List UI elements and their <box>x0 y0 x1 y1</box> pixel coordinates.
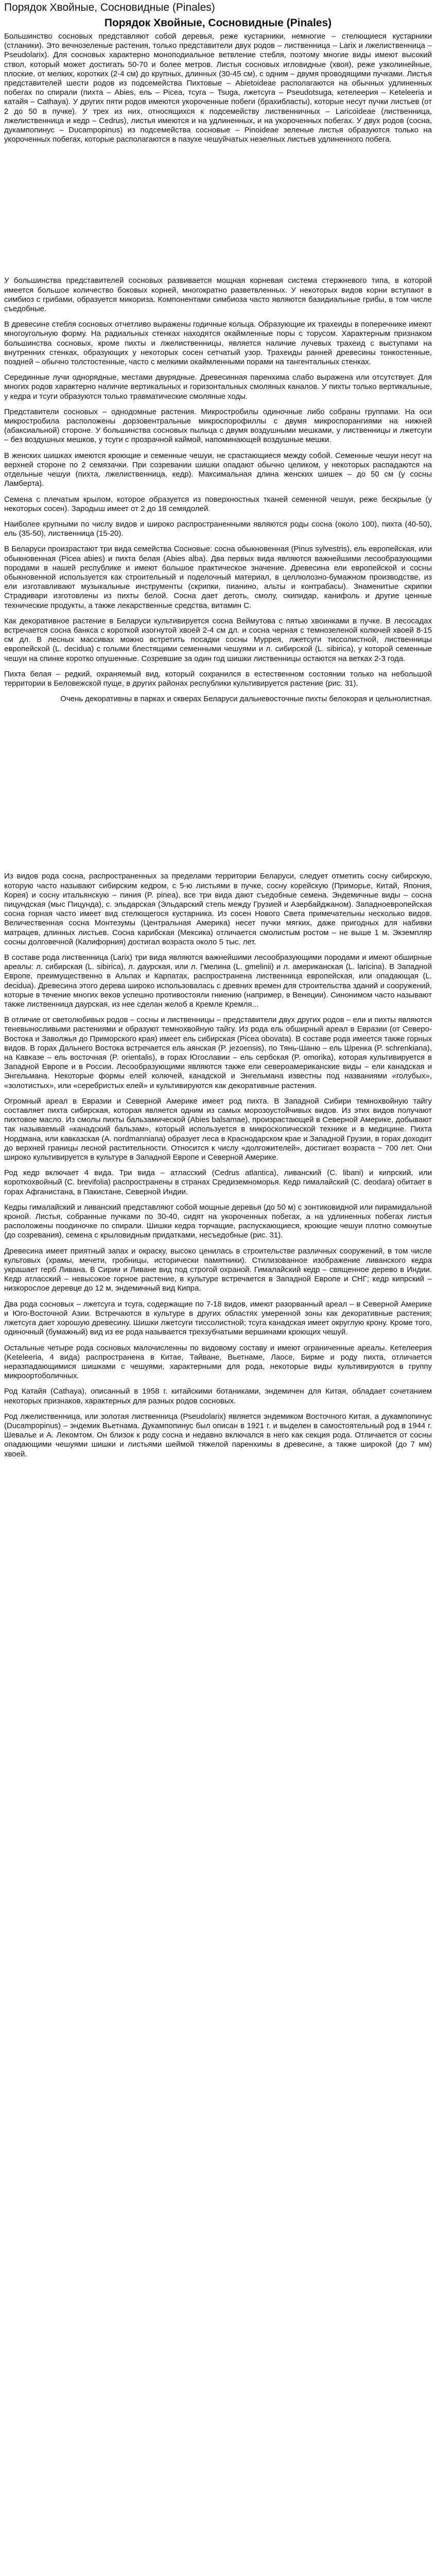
paragraph: В Беларуси произрастают три вида семейства Сосновые: сосна обыкновенная (Pinus sylvestris), ель европейская, или обыкновенная (Picea abies) и пихта белая (Abies alba). Два первых вида являются важнейшими лесообразующими породами в нашей республике и имеют большое практическое значение. Древесина ели европейской и сосны обыкновенной используется как строительный и поделочный материал, в целлюлозно-бумажном производстве, из ели изготавливают музыкальные инструменты (скрипки, пианино, альты и контрабасы). Знаменитые скрипки Страдивари изготовлены из пихты белой. Сосна дает деготь, смолу, скипидар, канифоль и другие ценные технические продукты, а также лекарственные средства, витамин С. <box>4 545 432 610</box>
paragraph: В составе рода лиственница (Larix) три вида являются важнейшими лесообразующими породами и имеют обширные ареалы: л. сибирская (L. sibirica), л. даурская, или л. Гмелина (L. gmelinii) и л. американская (L. laricina). В Западной Европе, преимущественно в Альпах и Карпатах, распространена лиственница европейская, или опадающая (L. decidua). Древесина этого дерева широко использовалась с древних времен для строительства зданий и сооружений, которые в течение многих веков успешно противостояли гниению (например, в Венеции). Синонимом часто называют также лиственница даурская, из нее сделан желоб в Кремле Кремля... <box>4 953 432 1009</box>
figure-space <box>4 710 432 865</box>
page-title: Порядок Хвойные, Сосновидные (Pinales) <box>4 2 215 13</box>
article-title: Порядок Хвойные, Сосновидные (Pinales) <box>104 17 332 29</box>
paragraph: Пихта белая – редкий, охраняемый вид, который сохранился в естественном состоянии только на небольшой территории в Беловежской пуще, в других районах республики культивируется растение (рис. 31). <box>4 669 432 688</box>
paragraph: Семена с плечатым крылом, которое образуется из поверхностных тканей семенной чешуи, реже бескрылые (у некоторых сосен). Зародыш имеет от 2 до 18 семядолей. <box>4 495 432 513</box>
paragraph: Большинство сосновых представляют собой деревья, реже кустарники, немногие – стелющиеся кустарники (стланики). Это вечнозеленые растения, только представители двух родов – лиственница – Larix и лжелиственница – Pseudolarix). Для сосновых характерно моноподиальное ветвление стебля, поэтому многие виды имеют высокий ствол, который может достигать 50-70 и более метров. Листья сосновых игловидные (хвоя), реже узколинейные, плоские, от мелких, коротких (2-4 см) до крупных, длинных (30-45 см), с одним – двумя проводящими пучками. Листья представителей шести родов из подсемейства Пихтовые – Abietoideae располагаются на обычных удлиненных побегах по спирали (пихта – Abies, ель – Picea, тсуга – Tsuga, лжетсуга – Pseudotsuga, кетелеерия – Keteleeria и катайя – Cathaya). У других пяти родов имеются укороченные побеги (брахибласты), которые несут пучки листьев (от 2 до 50 в пучке). У трех из них, относящихся к подсемейству лиственничных – Laricoideae (лиственница, лжелиственница и кедр – Cedrus), листья имеются и на удлиненных, и на укороченных побегах. У двух родов (сосна, дукампопинус – Ducampopinus) из подсемейства сосновые – Pinoideae зеленые листья образуются только на укороченных побегах, которые располагаются в пазухе чешуйчатых неэелных листьев удлиненного побега. <box>4 32 432 144</box>
paragraph: Род Катайя (Cathaya), описанный в 1958 г. китайскими ботаниками, эндемичен для Китая, обладает сочетанием некоторых признаков, характерных для разных родов сосновых. <box>4 1387 432 1405</box>
paragraph: Наиболее крупными по числу видов и широко распространенными являются роды сосна (около 100), пихта (40-50), ель (35-50), лиственница (15-20). <box>4 519 432 538</box>
figure-space <box>4 150 432 269</box>
paragraph: В женских шишках имеются кроющие и семенные чешуи, не срастающиеся между собой. Семенные чешуи несут на верхней стороне по 2 семязачки. При созревании шишки опадают обычно целиком, у некоторых распадаются на отдельные чешуи (пихта, лжелиственница, кедр). Максимальная длина женских шишек – до 50 см (у сосны Ламберта). <box>4 451 432 488</box>
paragraph: Два рода сосновых – лжетсуга и тсуга, содержащие по 7-18 видов, имеют разорванный ареал – в Северной Америке и Юго-Восточной Азии. Встречаются в культуре в других областях умеренной зоны как декоративные растения; лжетсугa дает хорошую древесину. Шишки лжетсуги тиссолистной; тсуга канадская имеет округлую крону. Кроме того, одиночный (бумажный) вид из ее рода называется трехзубчатыми вершинами кроющих чешуй. <box>4 1299 432 1337</box>
paragraph: Кедры гималайский и ливанский представляют собой мощные деревья (до 50 м) с зонтиковидной или пирамидальной кроной. Листья, собранные пучками по 30-40, сидят на укороченных побегах, а на удлиненных побегах листья расположены поодиночке по спирали. Шишки кедра торчащие, распускающиеся, кроющие чешуи плотно сомкнутые (до созревания), семена с крыловидным придатками, несъедобные (рис. 31). <box>4 1202 432 1240</box>
paragraph: Из видов рода сосна, распространенных за пределами территории Беларуси, следует отметить сосну сибирскую, которую часто называют сибирским кедром, с 5-ю листьями в пучке, сосну корейскую (Приморье, Китай, Япония, Корея) и сосну итальянскую – пиния (P. pinea), все три вида дают съедобные семена. Эндемичные виды – сосна пицундская (мыс Пицунда), с. эльдарская (Эльдарский степь между Грузией и Азербайджаном). Западноевропейская сосна горная часто имеет вид стелющегося кустарника. Из сосен Нового Света примечательны несколько видов. Величественная сосна Монтезумы (Центральная Америка) несет пучки мягких, даже пригодных для набивки матрацев, длинных листьев. Сосна карибская (Мексика) отличается смолистым ростом – не выше 1 м. Экземпляр сосны долговечной (Калифорния) достигал возраста около 5 тыс. лет. <box>4 872 432 946</box>
paragraph: Остальные четыре рода сосновых малочисленны по видовому составу и имеют ограниченные ареалы. Кетелеерия (Keteleeria, 4 вида) распространена в Китае, Тайване, Вьетнаме, Лаосе, Бирме и роду пихта, отличается неразпадающимися шишками с чешуями, характерными для рода, некоторые виды культивируются в группу микроортоболичных. <box>4 1343 432 1381</box>
paragraph: Древесина имеет приятный запах и окраску, высоко ценилась в строительстве различных сооружений, в том числе культовых (храмы, мечети, гробницы, исторически памятники). Стилизованное изображение ливанского кедра украшает герб Ливана. В Сирии и Ливане вид под строгой охраной. Гималайский кедр – священное дерево в Индии. Кедр атласский – невысокое горное растение, в культуре встречается в Западной Европе и СНГ; кедр кипрский – низкорослое деревце до 12 м, эндемичный вид Кипра. <box>4 1246 432 1293</box>
paragraph: Огромный ареал в Евразии и Северной Америке имеет род пихта. В Западной Сибири темнохвойную тайгу составляет пихта сибирская, которая является одним из самых морозоустойчивых видов. Из этих видов получают пихтовое масло. Из смолы пихты бальзамической (Abies balsamae), произрастающей в Северной Америке, добывают так называемый «канадский бальзам», который используется в микроскопической технике и в медицине. Пихта Нордмана, или кавказская (A. nordmanniana) образует леса в Краснодарском крае и Западной Грузии, в горах доходит до верхней границы лесной растительности. Относится к числу «долгожителей», достигает возраста ~ 700 лет. Они широко культивируется в культуре в Западной Европе и Северной Америке. <box>4 1096 432 1162</box>
paragraph: Род кедр включает 4 вида. Три вида – атласский (Cedrus atlantica), ливанский (C. libani) и кипрский, или короткохвойный (C. brevifolia) распространены в странах Средиземноморья. Кедр гималайский (C. deodara) обитает в горах Афганистана, в Пакистане, Северной Индии. <box>4 1168 432 1196</box>
paragraph: Представители сосновых – однодомные растения. Микростробилы одиночные либо собраны группами. На оси микростробила расположены дорзовентральные микроспорофиллы с двумя микроспорангиями на нижней (абаксиальной) стороне. У большинства сосновых пыльца с двумя воздушными мешками, у лиственницы и лжетсуги – без воздушных мешков, у тсуги с прозрачной каймой, напоминающей воздушные мешки. <box>4 407 432 445</box>
paragraph: Как декоративное растение в Беларуси культивируется сосна Веймутова с пятью хвоинками в пучке. В лесосадах встречается сосна банкса с короткой изогнутой хвоей 2-4 см дл. и сосна черная с темнозеленой колючей хвоей 8-15 см дл. В лесных массивах можно встретить посадки сосны Муррея, лжетсуги тиссолистной, лиственницы европейской (L. decidua) с голыми блестящими семенными чешуями и л. сибирской (L. sibirica), у которой семенные чешуи на спинке коротко опушенные. Созревшие за один год шишки лиственницы остаются на ветках 2-3 года. <box>4 616 432 663</box>
paragraph: Серединные лучи однорядные, местами двурядные. Древесинная паренхима слабо выражена или отсутствует. Для многих родов характерно наличие вертикальных и горизонтальных смоляных каналов. У пихты только вертикальные, у кедра и тсуги образуются только травматические смоляные ходы. <box>4 373 432 401</box>
paragraph: У большинства представителей сосновых развивается мощная корневая система стержневого типа, в которой имеется большое количество боковых корней, многократно разветвленных. У некоторых видов корни вступают в симбиоз с грибами, образуется микориза. Компонентами симбиоза часто являются базидиальные грибы, в том числе съедобные. <box>4 276 432 314</box>
figure-caption: Очень декоративны в парках и скверах Беларуси дальневосточные пихты белокорая и цельнолистная. <box>60 694 432 704</box>
paragraph: Род лжелиственница, или золотая лиственница (Pseudolarix) является эндемиком Восточного Китая, а дукампопинус (Ducampopinus) – эндемик Вьетнама. Дукампопинус был описан в 1921 г. и выделен в самостоятельный род в 1944 г. Шевалье и А. Лекомтом. Он близок к роду сосна и недавно включался в него как секция рода. Отличается от сосны опадающими чешуями шишки и листьями шеймой тяжелой паренхимы в древесине, а также широкой (до 7 мм) хвоей. <box>4 1412 432 1459</box>
paragraph: В древесине стебля сосновых отчетливо выражены годичные кольца. Образующие их трахеиды в поперечнике имеют многоугольную форму. На радиальных стенках находятся окаймленные поры с торусом. Характерным признаком большинства сосновых, кроме пихты и лжелиственницы, является наличие лучевых трахеид с выступами на внутренних стенках, образующих у некоторых сосен сетчатый узор. Трахеиды ранней древесины тонкостенные, поздней – обычно толстостенные, часто с мелкими окаймленными порами на тангентальных стенках. <box>4 320 432 367</box>
paragraph: В отличие от светолюбивых родов – сосны и лиственницы – представители двух других родов – ели и пихты являются теневыносливыми растениями и образуют темнохвойную тайгу. Из рода ель обширный ареал в Евразии (от Северо-Востока и Заволжья до Приморского края) имеет ель сибирская (Picea obovata). В составе рода имеется также горных видов. В горах Дальнего Востока встречается ель аянская (P. jezoensis), по Тянь-Шаню – ель Шренка (P. schrenkiana), на Кавказе – ель восточная (P. orientalis), в горах Югославии – ель сербская (P. omorika), которая культивируется в Западной Европе и в России. Лесообразующими являются также ели североамериканские виды – ели канадская и Энгельмана. Некоторые формы елей колючей, канадской и Энгельмана известны под названиями «голубых», «золотистых», или «серебристых елей» и культивируются как декоративные растения. <box>4 1015 432 1090</box>
